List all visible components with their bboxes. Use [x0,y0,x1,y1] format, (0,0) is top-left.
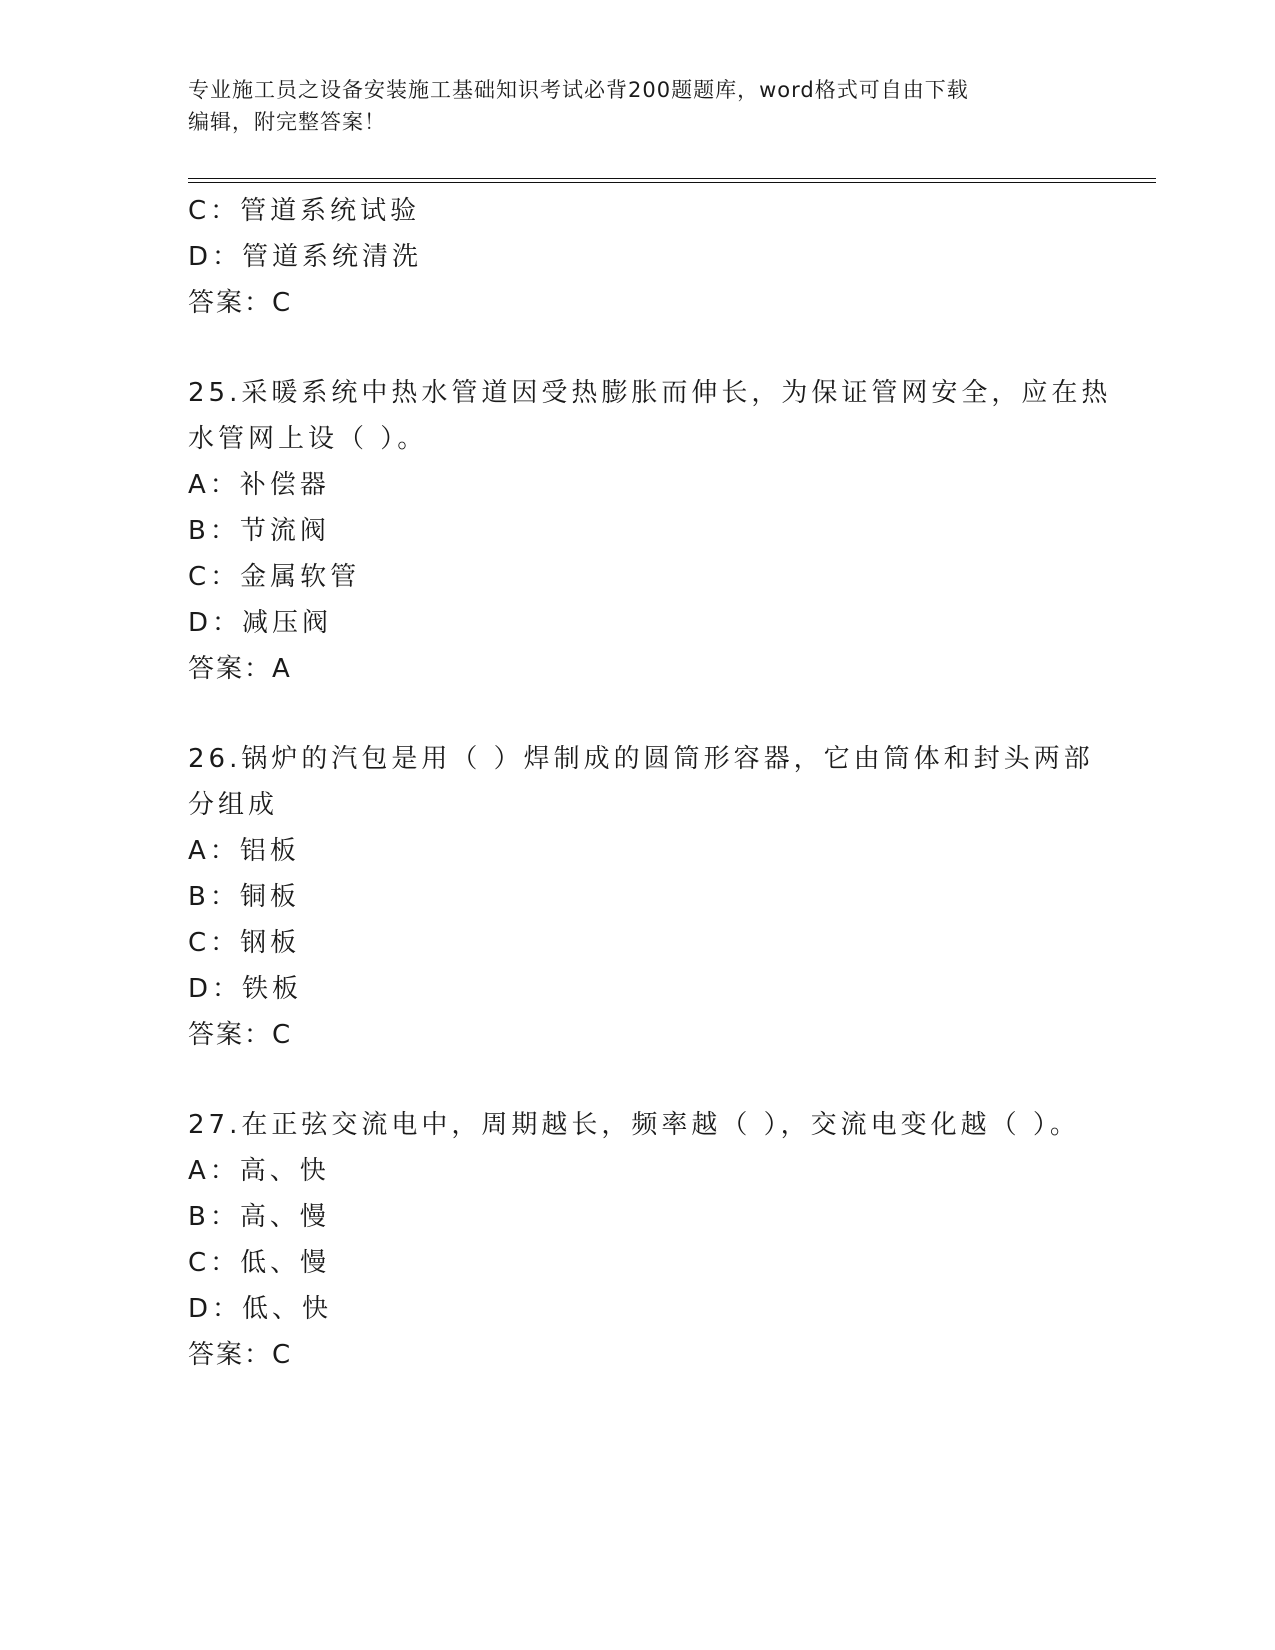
answer-line: 答案：A [188,654,292,684]
option-a: A：高、快 [188,1156,330,1186]
document-body [188,188,1112,1378]
option-c: C：金属软管 [188,562,361,592]
question-text-line-2: 分组成 [188,790,279,820]
option-d: D：铁板 [188,974,303,1004]
answer-line: 答案：C [188,1340,293,1370]
question-27 [188,1102,1088,1378]
option-c: C：管道系统试验 [188,196,421,226]
option-d: D：管道系统清洗 [188,242,423,272]
question-text-line-2: 水管网上设（ ）。 [188,424,428,454]
question-26 [188,736,1094,1058]
header-divider [188,178,1156,183]
answer-line: 答案：C [188,1020,293,1050]
option-d: D：减压阀 [188,608,333,638]
question-25 [188,370,1112,692]
option-b: B：节流阀 [188,516,330,546]
question-text-line-1: 26.锅炉的汽包是用（ ）焊制成的圆筒形容器，它由筒体和封头两部 [188,744,1094,774]
option-b: B：高、慢 [188,1202,330,1232]
option-c: C：低、慢 [188,1248,331,1278]
option-d: D：低、快 [188,1294,333,1324]
header-line-2: 编辑，附完整答案！ [188,110,386,134]
question-text-line-1: 27.在正弦交流电中，周期越长，频率越（ ），交流电变化越（ ）。 [188,1110,1080,1140]
option-a: A：补偿器 [188,470,330,500]
question-text-line-1: 25.采暖系统中热水管道因受热膨胀而伸长，为保证管网安全，应在热 [188,378,1112,408]
header-line-1: 专业施工员之设备安装施工基础知识考试必背200题题库，word格式可自由下载 [188,78,969,102]
option-b: B：铜板 [188,882,300,912]
option-a: A：铝板 [188,836,300,866]
question-24-continued [188,188,1088,326]
answer-line: 答案：C [188,288,293,318]
document-header [188,74,1088,138]
option-c: C：钢板 [188,928,301,958]
